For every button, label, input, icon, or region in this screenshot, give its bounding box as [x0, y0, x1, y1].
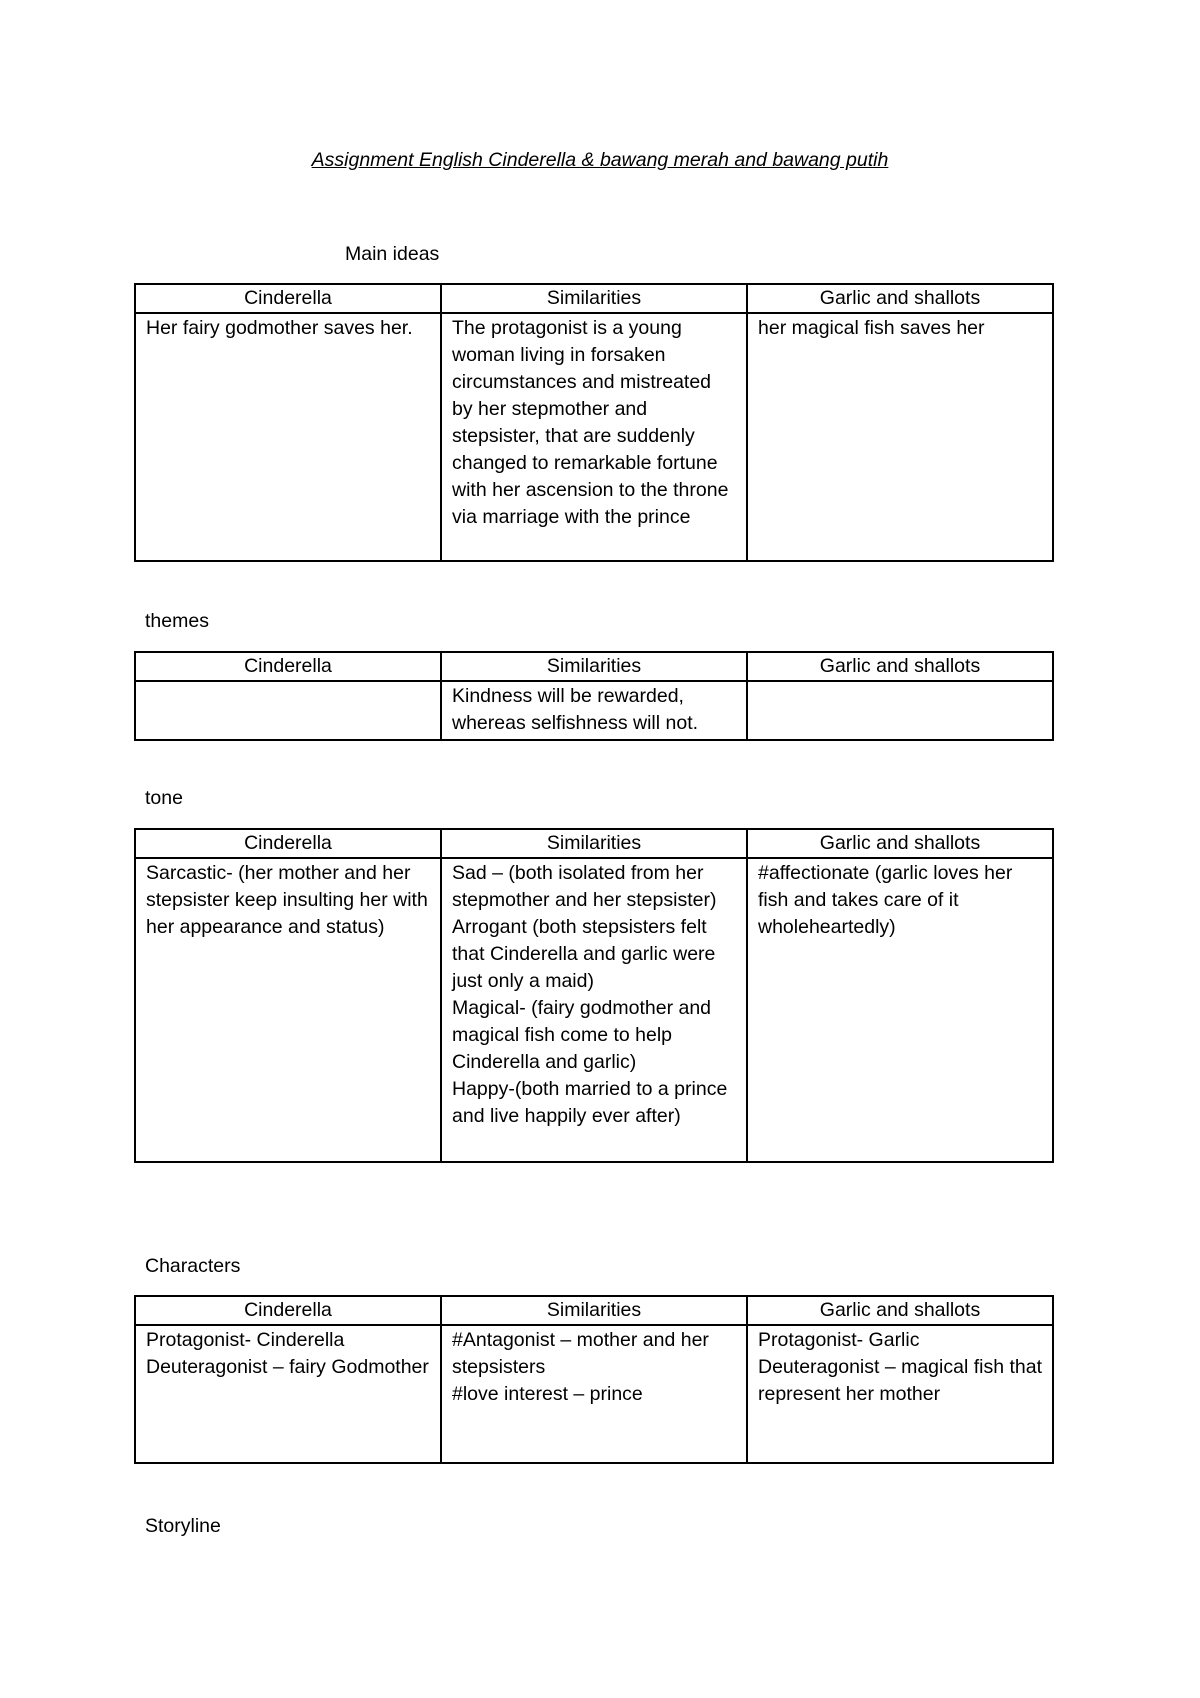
- table-themes: [134, 651, 1054, 741]
- column-header-garlic-and-shallots: Garlic and shallots: [747, 284, 1053, 313]
- column-header-garlic-and-shallots: Garlic and shallots: [747, 1296, 1053, 1325]
- cell-garlic-and-shallots: #affectionate (garlic loves her fish and takes care of it wholeheartedly): [747, 858, 1053, 1162]
- table-characters: [134, 1295, 1054, 1464]
- table-header-row: [135, 1296, 1053, 1325]
- table-tone: [134, 828, 1054, 1163]
- column-header-garlic-and-shallots: Garlic and shallots: [747, 829, 1053, 858]
- section-heading-tone: tone: [145, 787, 183, 809]
- section-heading-themes: themes: [145, 610, 209, 632]
- column-header-cinderella: Cinderella: [135, 652, 441, 681]
- column-header-cinderella: Cinderella: [135, 829, 441, 858]
- table-row: [135, 681, 1053, 740]
- table-header-row: [135, 829, 1053, 858]
- table-header-row: [135, 284, 1053, 313]
- table-row: [135, 1325, 1053, 1463]
- cell-cinderella: Her fairy godmother saves her.: [135, 313, 441, 561]
- table-row: [135, 313, 1053, 561]
- table-header-row: [135, 652, 1053, 681]
- column-header-similarities: Similarities: [441, 284, 747, 313]
- column-header-cinderella: Cinderella: [135, 284, 441, 313]
- column-header-similarities: Similarities: [441, 829, 747, 858]
- section-heading-storyline: Storyline: [145, 1515, 221, 1537]
- cell-cinderella: [135, 681, 441, 740]
- column-header-similarities: Similarities: [441, 1296, 747, 1325]
- page-title: Assignment English Cinderella & bawang merah and bawang putih: [311, 149, 889, 171]
- section-heading-characters: Characters: [145, 1255, 241, 1277]
- cell-similarities: Sad – (both isolated from her stepmother and her stepsister) Arrogant (both stepsisters felt that Cinderella and garlic were just only a maid) Magical- (fairy godmother and magical fish come to help Cinderella and garlic) Happy-(both married to a prince and live happily ever after): [441, 858, 747, 1162]
- table-row: [135, 858, 1053, 1162]
- cell-garlic-and-shallots: her magical fish saves her: [747, 313, 1053, 561]
- cell-similarities: The protagonist is a young woman living in forsaken circumstances and mistreated by her stepmother and stepsister, that are suddenly changed to remarkable fortune with her ascension to the throne via marriage with the prince: [441, 313, 747, 561]
- column-header-garlic-and-shallots: Garlic and shallots: [747, 652, 1053, 681]
- cell-similarities: Kindness will be rewarded, whereas selfishness will not.: [441, 681, 747, 740]
- cell-similarities: #Antagonist – mother and her stepsisters #love interest – prince: [441, 1325, 747, 1463]
- cell-garlic-and-shallots: Protagonist- Garlic Deuteragonist – magical fish that represent her mother: [747, 1325, 1053, 1463]
- column-header-similarities: Similarities: [441, 652, 747, 681]
- column-header-cinderella: Cinderella: [135, 1296, 441, 1325]
- section-heading-main-ideas: Main ideas: [345, 243, 440, 265]
- cell-cinderella: Sarcastic- (her mother and her stepsister keep insulting her with her appearance and status): [135, 858, 441, 1162]
- table-main-ideas: [134, 283, 1054, 562]
- cell-cinderella: Protagonist- Cinderella Deuteragonist – fairy Godmother: [135, 1325, 441, 1463]
- cell-garlic-and-shallots: [747, 681, 1053, 740]
